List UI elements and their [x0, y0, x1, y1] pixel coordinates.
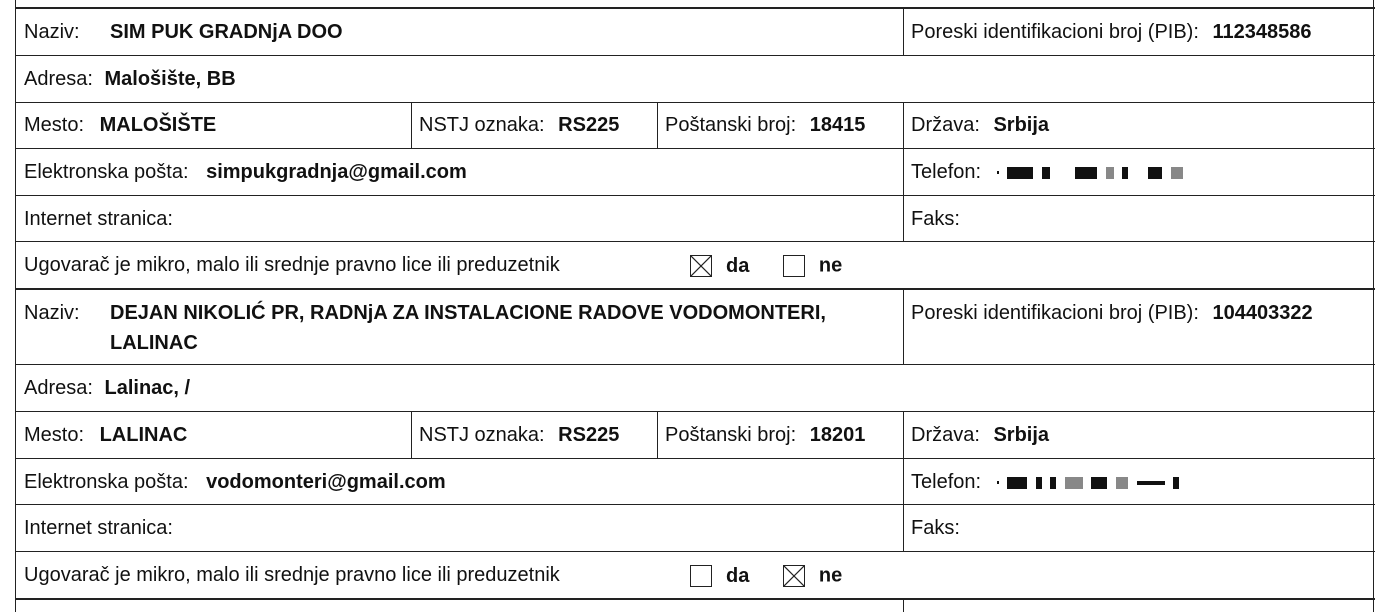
mesto-label: Mesto:	[24, 114, 85, 136]
internet-label: Internet stranica:	[24, 517, 173, 539]
naziv-value: DEJAN NIKOLIĆ PR, RADNjA ZA INSTALACIONE RADOVE VODOMONTERI, LALINAC	[110, 302, 826, 354]
drzava-label: Država:	[911, 424, 980, 446]
da-label: da	[726, 564, 750, 587]
checkbox-ne[interactable]	[783, 255, 805, 277]
faks-label: Faks:	[911, 208, 960, 230]
email-value: simpukgradnja@gmail.com	[206, 161, 467, 183]
form-right-border	[1373, 0, 1374, 612]
divider	[15, 288, 1375, 290]
column-divider	[903, 411, 904, 551]
column-divider	[657, 411, 658, 458]
nstj-field	[419, 110, 619, 140]
telefon-label: Telefon:	[911, 161, 982, 183]
telefon-field	[911, 157, 1186, 187]
mesto-value: MALOŠIŠTE	[99, 114, 217, 136]
faks-field	[911, 204, 960, 234]
nstj-value: RS225	[558, 424, 620, 446]
pib-field	[911, 17, 1311, 47]
column-divider	[903, 7, 904, 55]
column-divider	[411, 102, 412, 148]
postanski-field	[665, 420, 865, 450]
divider	[15, 504, 1375, 505]
postanski-label: Poštanski broj:	[665, 424, 797, 446]
telefon-field	[911, 467, 1182, 497]
msp-options	[690, 250, 842, 281]
nstj-value: RS225	[558, 114, 620, 136]
divider	[15, 598, 1375, 600]
column-divider	[411, 411, 412, 458]
naziv-row	[24, 17, 80, 47]
internet-field	[24, 204, 173, 234]
column-divider	[903, 102, 904, 241]
divider	[15, 458, 1375, 459]
divider	[15, 195, 1375, 196]
naziv-value: SIM PUK GRADNjA DOO	[110, 21, 343, 43]
ne-label: ne	[818, 564, 843, 587]
naziv-label: Naziv:	[24, 302, 80, 324]
drzava-value: Srbija	[993, 424, 1050, 446]
postanski-field	[665, 110, 865, 140]
divider	[15, 102, 1375, 103]
divider	[15, 241, 1375, 242]
form-left-border	[15, 0, 16, 612]
adresa-value: Lalinac, /	[104, 377, 191, 399]
email-value: vodomonteri@gmail.com	[206, 471, 446, 493]
adresa-field	[24, 64, 236, 94]
adresa-value: Malošište, BB	[104, 68, 236, 90]
divider	[15, 55, 1375, 56]
adresa-field	[24, 373, 190, 403]
msp-label: Ugovarač je mikro, malo ili srednje pravno lice ili preduzetnik	[24, 564, 560, 586]
mesto-field	[24, 420, 187, 450]
adresa-label: Adresa:	[24, 68, 93, 90]
internet-field	[24, 513, 173, 543]
postanski-value: 18201	[809, 424, 866, 446]
column-divider	[903, 288, 904, 364]
adresa-label: Adresa:	[24, 377, 93, 399]
divider	[15, 364, 1375, 365]
telefon-redacted	[997, 471, 1183, 493]
nstj-label: NSTJ oznaka:	[419, 114, 545, 136]
divider	[15, 551, 1375, 552]
pib-field	[911, 298, 1313, 328]
contractor-form	[15, 0, 1375, 612]
column-divider	[903, 598, 904, 612]
checkbox-da[interactable]	[690, 255, 712, 277]
checkbox-da[interactable]	[690, 565, 712, 587]
postanski-label: Poštanski broj:	[665, 114, 797, 136]
drzava-label: Država:	[911, 114, 980, 136]
pib-label: Poreski identifikacioni broj (PIB):	[911, 21, 1199, 43]
pib-label: Poreski identifikacioni broj (PIB):	[911, 302, 1199, 324]
email-label: Elektronska pošta:	[24, 471, 189, 493]
naziv-row	[24, 298, 80, 328]
postanski-value: 18415	[809, 114, 866, 136]
divider	[15, 148, 1375, 149]
column-divider	[657, 102, 658, 148]
pib-value: 112348586	[1212, 21, 1312, 43]
pib-value: 104403322	[1212, 302, 1313, 324]
drzava-value: Srbija	[993, 114, 1050, 136]
checkbox-ne[interactable]	[783, 565, 805, 587]
da-label: da	[726, 254, 750, 277]
email-field	[24, 157, 467, 187]
divider	[15, 411, 1375, 412]
nstj-field	[419, 420, 619, 450]
internet-label: Internet stranica:	[24, 208, 173, 230]
telefon-label: Telefon:	[911, 471, 982, 493]
msp-label: Ugovarač je mikro, malo ili srednje pravno lice ili preduzetnik	[24, 254, 560, 276]
mesto-value: LALINAC	[99, 424, 188, 446]
telefon-redacted	[997, 161, 1186, 183]
email-label: Elektronska pošta:	[24, 161, 189, 183]
mesto-label: Mesto:	[24, 424, 85, 446]
mesto-field	[24, 110, 216, 140]
faks-label: Faks:	[911, 517, 960, 539]
naziv-label: Naziv:	[24, 21, 80, 43]
msp-options	[690, 560, 842, 591]
ne-label: ne	[818, 254, 843, 277]
divider	[15, 7, 1375, 9]
drzava-field	[911, 420, 1049, 450]
email-field	[24, 467, 446, 497]
drzava-field	[911, 110, 1049, 140]
faks-field	[911, 513, 960, 543]
nstj-label: NSTJ oznaka:	[419, 424, 545, 446]
